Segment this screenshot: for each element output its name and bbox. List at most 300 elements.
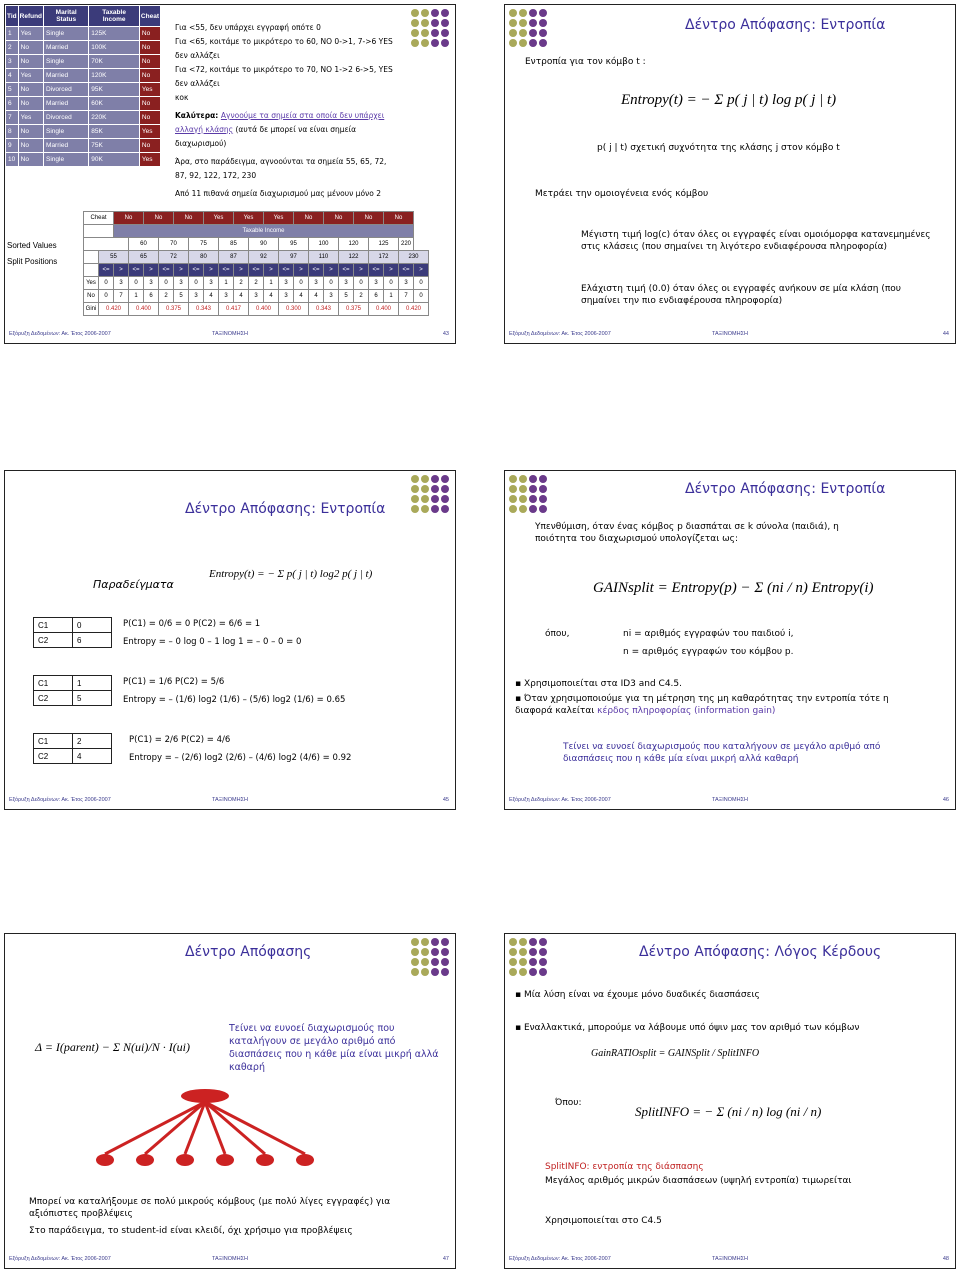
decor-dot	[519, 948, 527, 956]
decor-dot	[421, 9, 429, 17]
decor-dot	[539, 9, 547, 17]
slide-title: Δέντρο Απόφασης: Λόγος Κέρδους	[639, 944, 882, 960]
split-cell: Yes	[264, 212, 294, 225]
table-header: Cheat	[139, 6, 160, 27]
prob-desc: p( j | t) σχετική συχνότητα της κλάσης j στον κόμβο t	[597, 143, 840, 153]
decor-dot	[421, 948, 429, 956]
examples-label: Παραδείγματα	[93, 578, 174, 591]
footer: Εξόρυξη Δεδομένων: Ακ. Έτος 2006-2007 ΤΑΞΙΝΟΜΗΣΗ 44	[509, 331, 949, 337]
split-cell: Yes	[234, 212, 264, 225]
decor-dot	[539, 968, 547, 976]
decor-dot	[519, 485, 527, 493]
decor-dot	[509, 938, 517, 946]
table-cell: Married	[44, 139, 89, 153]
n-def: n = αριθμός εγγραφών του κόμβου p.	[623, 647, 794, 657]
split-cell: 92	[249, 251, 279, 264]
training-data-table	[5, 5, 161, 167]
decor-dot	[539, 485, 547, 493]
table-row	[6, 27, 161, 41]
decor-dot	[421, 19, 429, 27]
split-cell: 5	[174, 290, 189, 303]
slide-title: Δέντρο Απόφασης: Εντροπία	[685, 481, 886, 497]
decor-dot	[529, 948, 537, 956]
table-row	[6, 55, 161, 69]
min-note: Ελάχιστη τιμή (0.0) όταν όλες οι εγγραφές ανήκουν σε μία κλάση (που σημαίνει την πιο ενδιαφέρουσα πληροφορία)	[581, 284, 901, 306]
decor-dot	[539, 39, 547, 47]
decor-dot	[519, 968, 527, 976]
slide-title: Δέντρο Απόφασης	[185, 944, 312, 960]
split-cell: 100	[309, 238, 339, 251]
split-cell: 3	[309, 277, 324, 290]
splitinfo-formula: SplitINFO = − Σ (ni / n) log (ni / n)	[635, 1104, 822, 1119]
split-cell: 72	[159, 251, 189, 264]
leaf-node	[136, 1154, 154, 1166]
table-cell: Yes	[18, 111, 43, 125]
decor-dot	[431, 9, 439, 17]
split-cell: <=	[309, 264, 324, 277]
table-row	[6, 83, 161, 97]
ex3-prob: P(C1) = 2/6 P(C2) = 4/6	[129, 735, 231, 745]
where-label: Όπου:	[555, 1098, 582, 1108]
decor-dot	[529, 19, 537, 27]
decor-dot	[519, 39, 527, 47]
split-cell: <=	[399, 264, 414, 277]
decor-dot	[539, 958, 547, 966]
table-cell: 90K	[89, 153, 140, 167]
table-cell: 8	[6, 125, 19, 139]
table-cell: No	[18, 125, 43, 139]
decor-dot	[431, 968, 439, 976]
split-cell	[84, 238, 129, 251]
split-cell: 3	[174, 277, 189, 290]
decor-dot	[539, 475, 547, 483]
split-table	[83, 211, 429, 316]
decor-dot	[441, 29, 449, 37]
split-cell: 7	[114, 290, 129, 303]
decor-dots	[411, 9, 451, 47]
split-cell: 95	[279, 238, 309, 251]
decor-dot	[411, 9, 419, 17]
decor-dot	[411, 495, 419, 503]
split-cell: 2	[354, 290, 369, 303]
split-cell: 1	[264, 277, 279, 290]
split-cell: 1	[384, 290, 399, 303]
split-cell: 0	[99, 290, 114, 303]
decor-dot	[441, 968, 449, 976]
ex1-entropy: Entropy = – 0 log 0 – 1 log 1 = – 0 – 0 = 0	[123, 637, 302, 647]
decor-dot	[411, 948, 419, 956]
decor-dot	[509, 475, 517, 483]
split-cell: <=	[279, 264, 294, 277]
split-cell: 4	[309, 290, 324, 303]
split-cell: Yes	[204, 212, 234, 225]
parent-node	[181, 1089, 229, 1103]
split-cell: 3	[144, 277, 159, 290]
entropy-formula: Entropy(t) = − Σ p( j | t) log p( j | t)	[621, 92, 837, 108]
decor-dot	[529, 505, 537, 513]
split-cell: Cheat	[84, 212, 114, 225]
penalty-note: Μεγάλος αριθμός μικρών διασπάσεων (υψηλή εντροπία) τιμωρείται	[545, 1176, 852, 1186]
decor-dot	[421, 968, 429, 976]
split-cell: >	[114, 264, 129, 277]
split-cell: 3	[324, 290, 339, 303]
decor-dot	[519, 9, 527, 17]
decor-dot	[529, 39, 537, 47]
decor-dot	[421, 29, 429, 37]
table-cell: 70K	[89, 55, 140, 69]
split-cell: 3	[189, 290, 204, 303]
split-cell: No	[354, 212, 384, 225]
gainratio-formula: GainRATIOsplit = GAINSplit / SplitINFO	[591, 1048, 760, 1059]
split-cell: >	[354, 264, 369, 277]
table-cell: No	[139, 41, 160, 55]
split-cell	[84, 264, 99, 277]
slide-46	[504, 470, 956, 810]
decor-dot	[509, 9, 517, 17]
slide-title: Δέντρο Απόφασης: Εντροπία	[185, 501, 386, 517]
split-cell: 2	[234, 277, 249, 290]
split-cell: 0	[354, 277, 369, 290]
table-cell: 120K	[89, 69, 140, 83]
split-row	[84, 251, 429, 264]
table-cell: No	[18, 139, 43, 153]
split-cell: >	[204, 264, 219, 277]
split-cell: >	[324, 264, 339, 277]
table-cell: 125K	[89, 27, 140, 41]
split-cell: 6	[369, 290, 384, 303]
table-cell: Single	[44, 153, 89, 167]
table-cell: 60K	[89, 97, 140, 111]
decor-dots	[411, 938, 451, 976]
table-header: Taxable Income	[89, 6, 140, 27]
decor-dot	[529, 938, 537, 946]
reminder: Υπενθύμιση, όταν ένας κόμβος p διασπάται σε k σύνολα (παιδιά), η ποιότητα του διαχωρισμού υπολογίζεται ως:	[535, 522, 839, 544]
table-row	[6, 111, 161, 125]
decor-dot	[441, 19, 449, 27]
split-cell: 3	[114, 277, 129, 290]
decor-dot	[411, 39, 419, 47]
decor-dot	[431, 29, 439, 37]
table-cell: No	[18, 41, 43, 55]
decor-dot	[431, 19, 439, 27]
split-cell: >	[144, 264, 159, 277]
table-cell: Yes	[139, 125, 160, 139]
split-cell: 90	[249, 238, 279, 251]
table-cell: Single	[44, 125, 89, 139]
split-cell: 85	[219, 238, 249, 251]
split-row	[84, 303, 429, 316]
table-cell: 220K	[89, 111, 140, 125]
split-cell: 172	[369, 251, 399, 264]
decor-dots	[509, 475, 549, 513]
decor-dot	[411, 19, 419, 27]
class-table-2: C1 1 C2 5	[33, 675, 112, 706]
remaining-note: Από 11 πιθανά σημεία διαχωρισμού μας μένουν μόνο 2	[175, 189, 381, 198]
split-cell: 0	[414, 277, 429, 290]
decor-dot	[519, 19, 527, 27]
table-cell: 100K	[89, 41, 140, 55]
split-cell: No	[174, 212, 204, 225]
delta-formula: Δ = I(parent) − Σ N(ui)/N · I(ui)	[35, 1040, 191, 1054]
split-cell: >	[264, 264, 279, 277]
split-cell: 4	[204, 290, 219, 303]
measures-note: Μετράει την ομοιογένεια ενός κόμβου	[535, 189, 709, 199]
leaf-node	[176, 1154, 194, 1166]
decor-dot	[539, 495, 547, 503]
split-cell: 0.420	[99, 303, 129, 316]
split-cell: <=	[219, 264, 234, 277]
split-cell: 0.417	[219, 303, 249, 316]
split-cell: 80	[189, 251, 219, 264]
table-cell: 2	[6, 41, 19, 55]
decor-dot	[519, 938, 527, 946]
split-cell: 3	[399, 277, 414, 290]
decor-dot	[509, 485, 517, 493]
split-cell: 65	[129, 251, 159, 264]
decor-dot	[509, 39, 517, 47]
ex2-prob: P(C1) = 1/6 P(C2) = 5/6	[123, 677, 225, 687]
ex1-prob: P(C1) = 0/6 = 0 P(C2) = 6/6 = 1	[123, 619, 261, 629]
decor-dot	[441, 485, 449, 493]
decor-dot	[529, 9, 537, 17]
table-cell: Yes	[139, 153, 160, 167]
decor-dots	[509, 938, 549, 976]
split-cell: 0.420	[399, 303, 429, 316]
split-cell: 0.343	[309, 303, 339, 316]
note-3: Για <72, κοιτάμε το μικρότερο το 70, ΝΟ 1->2 6->5, YES δεν αλλάζει	[175, 65, 393, 88]
table-cell: No	[139, 97, 160, 111]
decor-dot	[441, 505, 449, 513]
footer: Εξόρυξη Δεδομένων: Ακ. Έτος 2006-2007 ΤΑΞΙΝΟΜΗΣΗ 47	[9, 1256, 449, 1262]
decor-dot	[441, 948, 449, 956]
split-cell	[84, 225, 114, 238]
notes	[175, 21, 397, 201]
split-row	[84, 225, 429, 238]
decor-dot	[431, 39, 439, 47]
decor-dot	[411, 505, 419, 513]
split-cell: <=	[99, 264, 114, 277]
decor-dot	[411, 968, 419, 976]
split-tree-diagram	[95, 1086, 315, 1170]
table-row	[6, 139, 161, 153]
split-cell: >	[414, 264, 429, 277]
split-cell: 1	[129, 290, 144, 303]
note-4: κοκ	[175, 93, 189, 102]
split-cell: 122	[339, 251, 369, 264]
split-cell: Taxable Income	[114, 225, 414, 238]
bullet-alternative: ▪ Εναλλακτικά, μπορούμε να λάβουμε υπό όψιν μας τον αριθμό των κόμβων	[515, 1023, 860, 1033]
split-cell: 0	[414, 290, 429, 303]
table-cell: 7	[6, 111, 19, 125]
gain-formula: GAINsplit = Entropy(p) − Σ (ni / n) Entropy(i)	[593, 580, 874, 596]
c45-note: Χρησιμοποιείται στο C4.5	[545, 1216, 662, 1226]
table-cell: 75K	[89, 139, 140, 153]
table-header: Tid	[6, 6, 19, 27]
footer: Εξόρυξη Δεδομένων: Ακ. Έτος 2006-2007 ΤΑΞΙΝΟΜΗΣΗ 45	[9, 797, 449, 803]
decor-dot	[411, 475, 419, 483]
decor-dot	[509, 968, 517, 976]
tendency-note: Τείνει να ευνοεί διαχωρισμούς που καταλήγουν σε μεγάλο αριθμό από διασπάσεις που η κάθε μία είναι μικρή αλλά καθαρή	[563, 742, 881, 764]
decor-dot	[539, 505, 547, 513]
split-cell: 4	[264, 290, 279, 303]
split-cell: <=	[249, 264, 264, 277]
decor-dot	[509, 29, 517, 37]
slide-43	[4, 4, 456, 344]
better-note: Καλύτερα: Αγνοούμε τα σημεία στα οποία δεν υπάρχει αλλαγή κλάσης (αυτά δε μπορεί να είναι σημεία διαχωρισμού)	[175, 111, 385, 148]
decor-dot	[441, 9, 449, 17]
leaf-node	[296, 1154, 314, 1166]
table-cell: No	[139, 69, 160, 83]
decor-dot	[431, 485, 439, 493]
split-cell: 75	[189, 238, 219, 251]
decor-dot	[431, 505, 439, 513]
split-cell: 7	[399, 290, 414, 303]
split-cell: >	[384, 264, 399, 277]
decor-dot	[519, 958, 527, 966]
split-cell: 0	[99, 277, 114, 290]
decor-dot	[539, 938, 547, 946]
decor-dot	[509, 958, 517, 966]
split-cell: 0.300	[279, 303, 309, 316]
slide-title: Δέντρο Απόφασης: Εντροπία	[685, 17, 886, 33]
table-cell: 9	[6, 139, 19, 153]
split-positions-label: Split Positions	[7, 257, 58, 266]
split-cell: <=	[369, 264, 384, 277]
decor-dot	[431, 495, 439, 503]
decor-dot	[431, 475, 439, 483]
split-cell: 125	[369, 238, 399, 251]
split-cell: No	[384, 212, 414, 225]
decor-dot	[411, 29, 419, 37]
decor-dot	[441, 495, 449, 503]
table-cell: 10	[6, 153, 19, 167]
bullet-binary: ▪ Μία λύση είναι να έχουμε μόνο δυαδικές διασπάσεις	[515, 990, 760, 1000]
split-cell: >	[234, 264, 249, 277]
table-cell: No	[139, 111, 160, 125]
note-1: Για <55, δεν υπάρχει εγγραφή οπότε 0	[175, 23, 321, 32]
split-cell: 5	[339, 290, 354, 303]
where-label: όπου,	[545, 629, 570, 639]
table-cell: Divorced	[44, 83, 89, 97]
decor-dots	[509, 9, 549, 47]
decor-dot	[411, 958, 419, 966]
decor-dot	[539, 29, 547, 37]
example-note: Άρα, στο παράδειγμα, αγνοούνται τα σημεία 55, 65, 72, 87, 92, 122, 172, 230	[175, 157, 387, 180]
split-cell: 3	[279, 290, 294, 303]
split-cell: 3	[219, 290, 234, 303]
split-cell: 2	[159, 290, 174, 303]
table-cell: 5	[6, 83, 19, 97]
table-cell: Married	[44, 97, 89, 111]
decor-dot	[421, 505, 429, 513]
split-cell: No	[324, 212, 354, 225]
decor-dot	[431, 958, 439, 966]
split-cell: 220	[399, 238, 414, 251]
table-cell: Yes	[139, 83, 160, 97]
sorted-values-label: Sorted Values	[7, 241, 57, 250]
leaf-node	[216, 1154, 234, 1166]
decor-dot	[529, 485, 537, 493]
decor-dot	[529, 958, 537, 966]
table-cell: Single	[44, 27, 89, 41]
decor-dot	[529, 475, 537, 483]
table-row	[6, 125, 161, 139]
split-cell: 6	[144, 290, 159, 303]
split-cell: >	[174, 264, 189, 277]
ni-def: ni = αριθμός εγγραφών του παιδιού i,	[623, 629, 794, 639]
table-cell: 85K	[89, 125, 140, 139]
split-cell: 0.400	[129, 303, 159, 316]
split-cell: 0.343	[189, 303, 219, 316]
table-cell: No	[139, 27, 160, 41]
splitinfo-label: SplitINFO: εντροπία της διάσπασης	[545, 1162, 704, 1172]
split-cell: 0.375	[159, 303, 189, 316]
decor-dot	[421, 958, 429, 966]
split-cell: No	[144, 212, 174, 225]
class-table-3: C1 2 C2 4	[33, 733, 112, 764]
split-row	[84, 264, 429, 277]
decor-dot	[529, 29, 537, 37]
split-cell: 0	[294, 277, 309, 290]
decor-dot	[509, 505, 517, 513]
table-cell: Divorced	[44, 111, 89, 125]
decor-dot	[421, 485, 429, 493]
decor-dot	[509, 19, 517, 27]
footer: Εξόρυξη Δεδομένων: Ακ. Έτος 2006-2007 ΤΑΞΙΝΟΜΗΣΗ 43	[9, 331, 449, 337]
class-table-1: C1 0 C2 6	[33, 617, 112, 648]
decor-dots	[411, 475, 451, 513]
split-cell: Gini	[84, 303, 99, 316]
decor-dot	[441, 938, 449, 946]
small-nodes-note: Μπορεί να καταλήξουμε σε πολύ μικρούς κόμβους (με πολύ λίγες εγγραφές) για αξιόπιστες προβλέψεις	[29, 1197, 391, 1219]
slide-44	[504, 4, 956, 344]
table-cell: No	[139, 139, 160, 153]
split-cell: 4	[234, 290, 249, 303]
table-header: Refund	[18, 6, 43, 27]
decor-dot	[539, 948, 547, 956]
split-row	[84, 238, 429, 251]
split-cell: 60	[129, 238, 159, 251]
table-cell: Single	[44, 55, 89, 69]
decor-dot	[441, 958, 449, 966]
decor-dot	[519, 29, 527, 37]
table-row	[6, 69, 161, 83]
ex2-entropy: Entropy = – (1/6) log2 (1/6) – (5/6) log2 (1/6) = 0.65	[123, 695, 346, 705]
decor-dot	[411, 485, 419, 493]
footer: Εξόρυξη Δεδομένων: Ακ. Έτος 2006-2007 ΤΑΞΙΝΟΜΗΣΗ 48	[509, 1256, 949, 1262]
split-cell: 70	[159, 238, 189, 251]
decor-dot	[441, 39, 449, 47]
decor-dot	[529, 968, 537, 976]
split-cell: >	[294, 264, 309, 277]
student-id-note: Στο παράδειγμα, το student-id είναι κλειδί, όχι χρήσιμο για προβλέψεις	[29, 1226, 353, 1236]
table-cell: 1	[6, 27, 19, 41]
table-cell: Married	[44, 69, 89, 83]
split-cell: 0	[324, 277, 339, 290]
slide-47	[4, 933, 456, 1269]
table-row	[6, 41, 161, 55]
note-2: Για <65, κοιτάμε το μικρότερο το 60, ΝΟ 0->1, 7->6 YES δεν αλλάζει	[175, 37, 393, 60]
bullet-infogain: ▪ Όταν χρησιμοποιούμε για τη μέτρηση της μη καθαρότητας την εντροπία τότε η διαφορά καλείται κέρδος πληροφορίας (information gain)	[515, 694, 889, 716]
split-cell: <=	[159, 264, 174, 277]
decor-dot	[539, 19, 547, 27]
split-cell: <=	[339, 264, 354, 277]
split-cell: No	[294, 212, 324, 225]
table-row	[6, 153, 161, 167]
split-cell: 3	[204, 277, 219, 290]
decor-dot	[519, 495, 527, 503]
table-cell: No	[18, 153, 43, 167]
